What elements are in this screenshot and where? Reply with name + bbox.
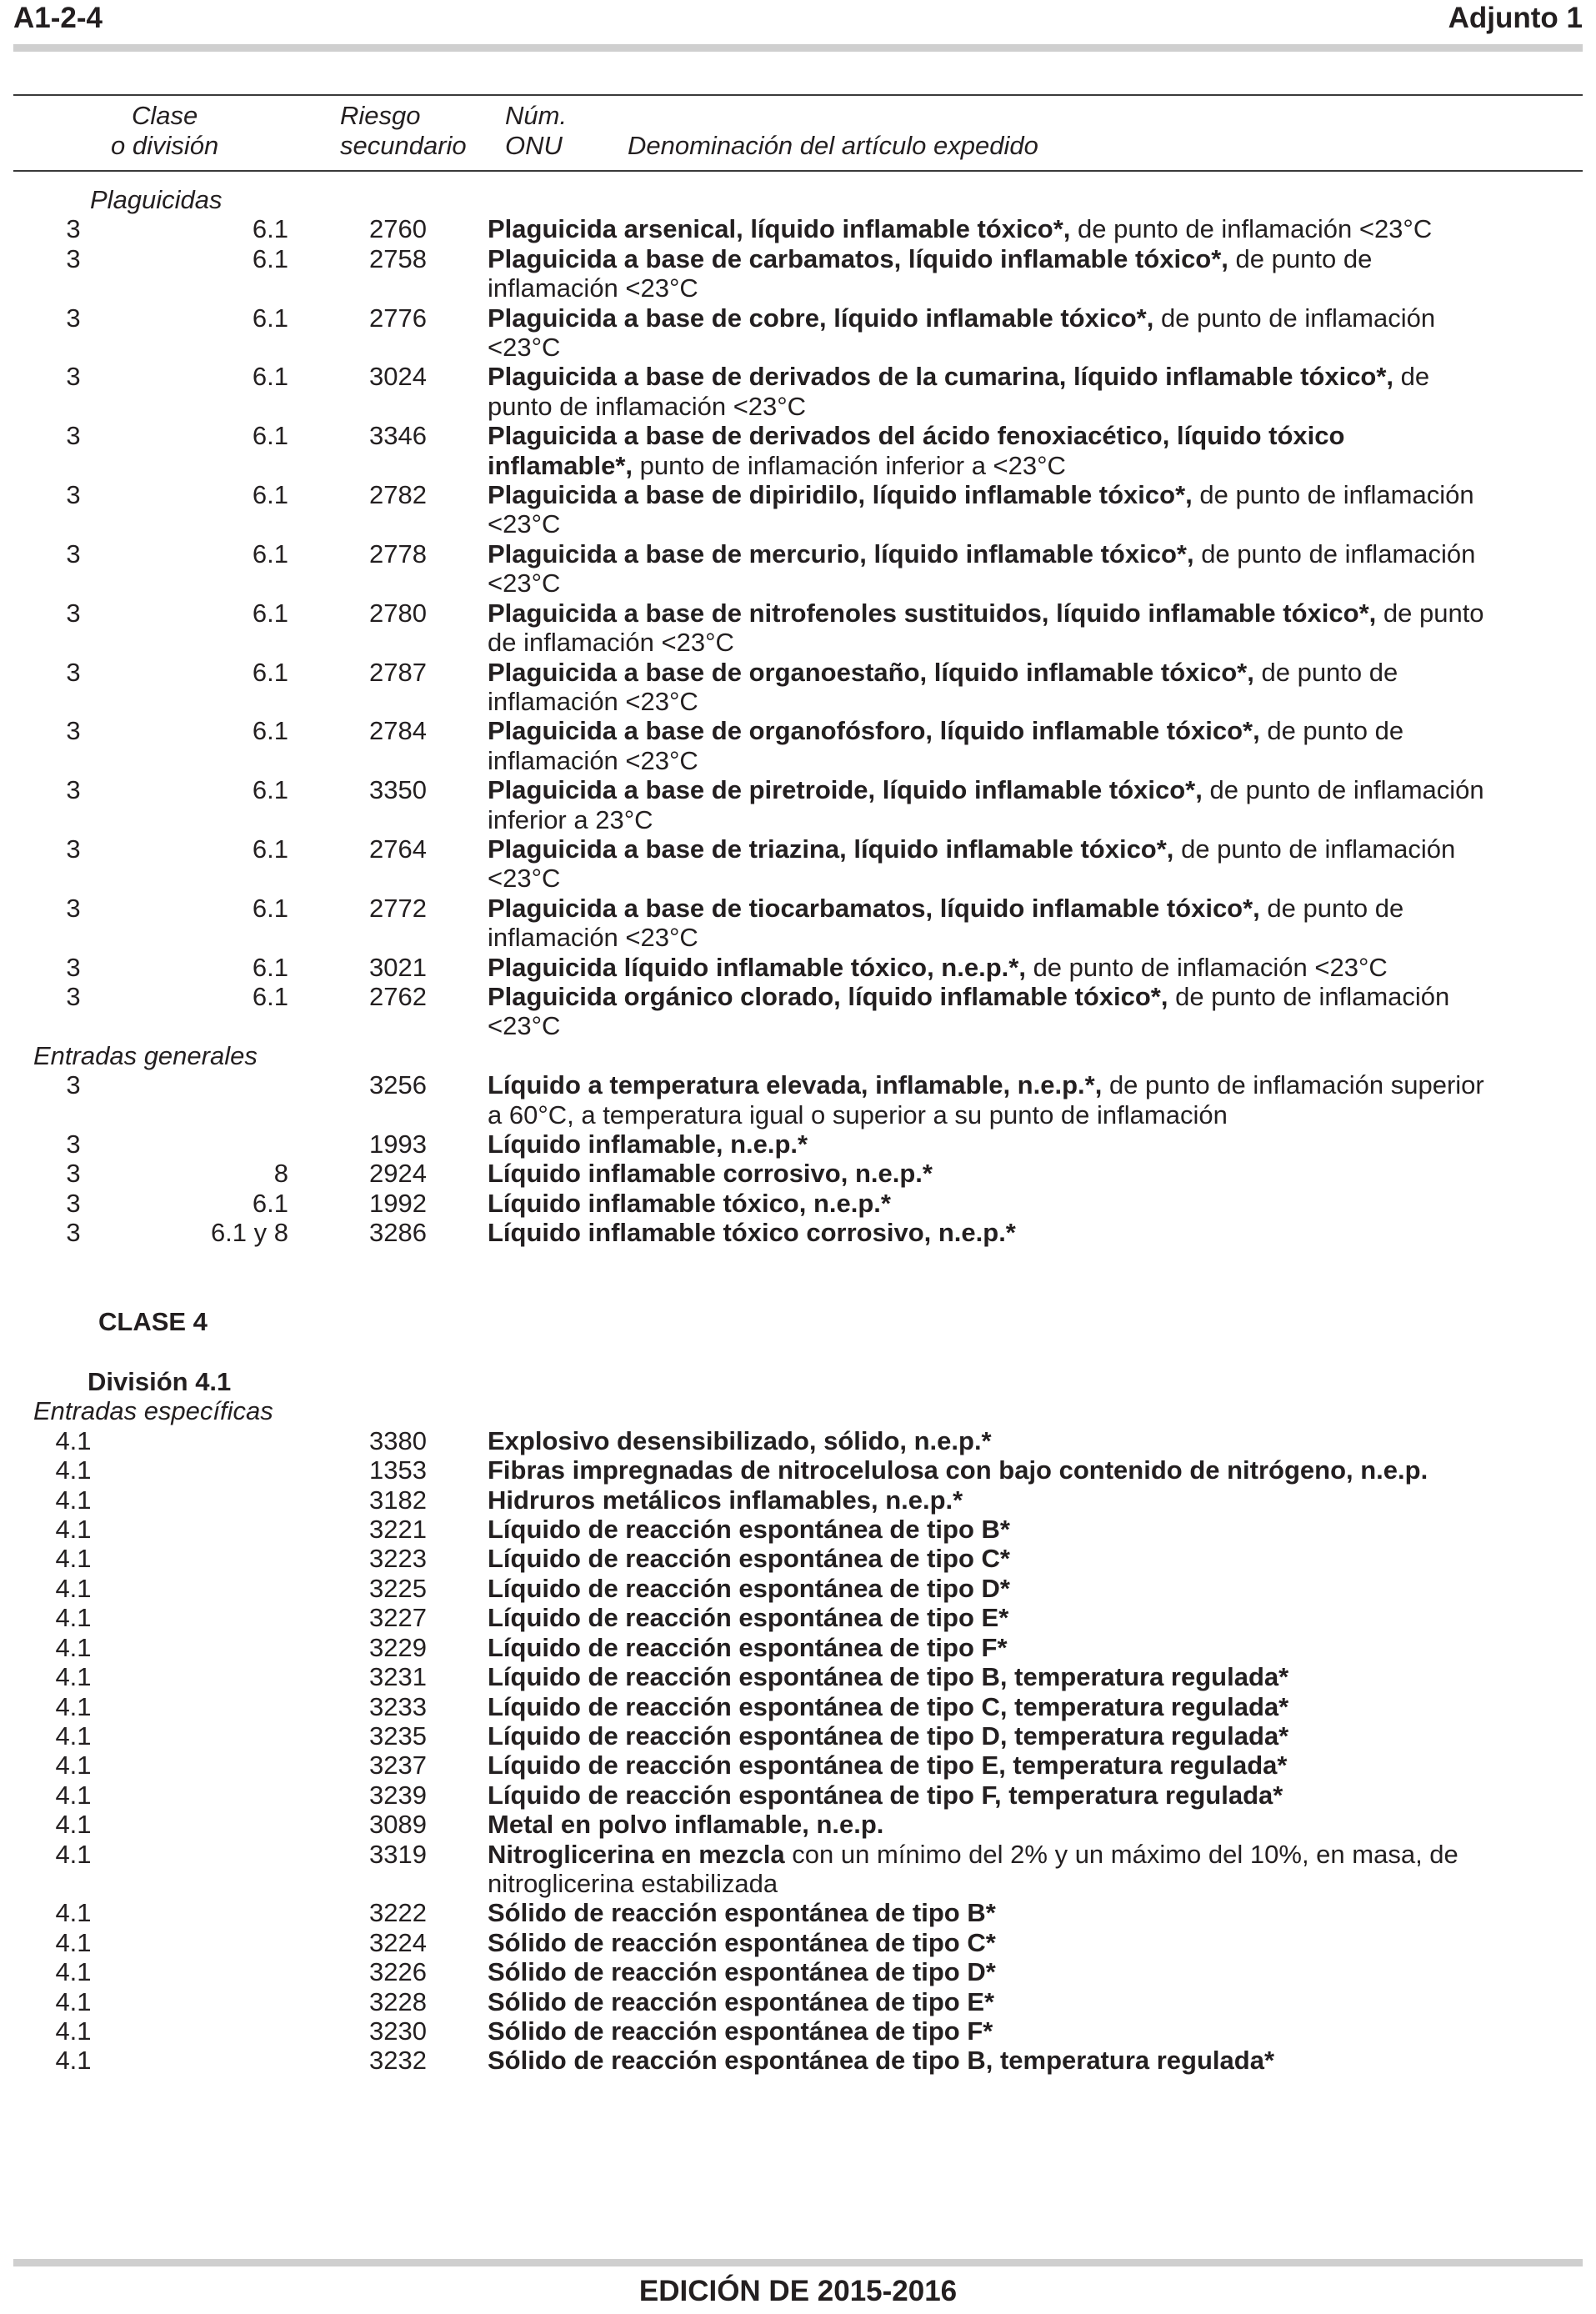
name-bold: Plaguicida a base de derivados del ácido fenoxiacético, líquido tóxico inflamable*, bbox=[488, 421, 1345, 480]
table-row bbox=[0, 1898, 1596, 1927]
cell-denominacion bbox=[488, 1810, 1496, 1839]
name-detail: de punto de inflamación superior a 60°C, a temperatura igual o superior a su punto de inflamación bbox=[488, 1070, 1484, 1129]
name-bold: Explosivo desensibilizado, sólido, n.e.p.* bbox=[488, 1425, 992, 1455]
cell-riesgo: 6.1 bbox=[252, 952, 288, 982]
cell-denominacion bbox=[488, 480, 1496, 539]
name-bold: Plaguicida a base de derivados de la cumarina, líquido inflamable tóxico*, bbox=[488, 362, 1394, 392]
cell-denominacion bbox=[488, 2046, 1496, 2075]
section-plaguicidas: Plaguicidas bbox=[90, 185, 223, 214]
name-detail: de punto de inflamación <23°C bbox=[488, 598, 1484, 658]
name-bold: Líquido de reacción espontánea de tipo B* bbox=[488, 1515, 1010, 1545]
cell-denominacion bbox=[488, 1662, 1496, 1691]
cell-riesgo: 6.1 bbox=[252, 362, 288, 392]
table-row bbox=[0, 1692, 1596, 1721]
name-detail: de punto de inflamación <23°C bbox=[1078, 214, 1433, 244]
col-denominacion: Denominación del artículo expedido bbox=[628, 131, 1038, 160]
cell-onu: 3228 bbox=[369, 1986, 427, 2016]
cell-riesgo: 6.1 bbox=[252, 981, 288, 1011]
table-row bbox=[0, 1781, 1596, 1810]
name-bold: Plaguicida a base de carbamatos, líquido inflamable tóxico*, bbox=[488, 243, 1228, 273]
cell-clase: 4.1 bbox=[55, 1573, 92, 1603]
cell-riesgo: 6.1 bbox=[252, 834, 288, 864]
cell-onu: 3223 bbox=[369, 1544, 427, 1574]
table-top-rule bbox=[13, 94, 1583, 96]
name-bold: Líquido inflamable tóxico, n.e.p.* bbox=[488, 1188, 891, 1218]
cell-denominacion bbox=[488, 1189, 1496, 1218]
cell-denominacion bbox=[488, 303, 1496, 363]
cell-denominacion bbox=[488, 1603, 1496, 1632]
cell-clase: 3 bbox=[66, 1129, 81, 1159]
cell-clase: 3 bbox=[66, 243, 81, 273]
table-row bbox=[0, 1603, 1596, 1632]
name-bold: Plaguicida a base de triazina, líquido inflamable tóxico*, bbox=[488, 834, 1174, 864]
cell-riesgo: 6.1 bbox=[252, 480, 288, 510]
table-row bbox=[0, 539, 1596, 599]
page-id: A1-2-4 bbox=[13, 2, 103, 34]
table-row bbox=[0, 716, 1596, 775]
name-bold: Líquido de reacción espontánea de tipo F* bbox=[488, 1632, 1008, 1662]
name-detail: de punto de inflamación <23°C bbox=[488, 243, 1373, 303]
cell-clase: 4.1 bbox=[55, 1662, 92, 1692]
cell-clase: 4.1 bbox=[55, 1603, 92, 1633]
cell-denominacion bbox=[488, 214, 1496, 243]
cell-riesgo: 6.1 bbox=[252, 1188, 288, 1218]
cell-riesgo: 6.1 bbox=[252, 598, 288, 628]
name-bold: Líquido inflamable corrosivo, n.e.p.* bbox=[488, 1159, 933, 1189]
name-detail: de punto de inflamación <23°C bbox=[488, 362, 1430, 421]
cell-clase: 4.1 bbox=[55, 2016, 92, 2046]
cell-clase: 4.1 bbox=[55, 2046, 92, 2076]
name-bold: Líquido inflamable tóxico corrosivo, n.e.p.* bbox=[488, 1218, 1016, 1248]
cell-denominacion bbox=[488, 953, 1496, 982]
table-row bbox=[0, 599, 1596, 658]
name-detail: de punto de inflamación <23°C bbox=[488, 834, 1456, 894]
cell-onu: 3222 bbox=[369, 1898, 427, 1928]
table-row bbox=[0, 214, 1596, 243]
header-rule bbox=[13, 44, 1583, 52]
footer-rule bbox=[13, 2259, 1583, 2266]
cell-clase: 4.1 bbox=[55, 1544, 92, 1574]
name-bold: Líquido de reacción espontánea de tipo E, temperatura regulada* bbox=[488, 1751, 1288, 1781]
cell-clase: 3 bbox=[66, 480, 81, 510]
table-row bbox=[0, 244, 1596, 303]
cell-clase: 4.1 bbox=[55, 1986, 92, 2016]
cell-clase: 3 bbox=[66, 952, 81, 982]
table-row bbox=[0, 775, 1596, 834]
cell-denominacion bbox=[488, 1485, 1496, 1515]
section-entradas-generales: Entradas generales bbox=[33, 1040, 258, 1070]
table-row bbox=[0, 421, 1596, 480]
table-row bbox=[0, 1515, 1596, 1544]
name-bold: Fibras impregnadas de nitrocelulosa con bajo contenido de nitrógeno, n.e.p. bbox=[488, 1455, 1428, 1485]
cell-clase: 4.1 bbox=[55, 1455, 92, 1485]
cell-clase: 3 bbox=[66, 598, 81, 628]
name-bold: Líquido de reacción espontánea de tipo B, temperatura regulada* bbox=[488, 1662, 1289, 1692]
cell-onu: 3237 bbox=[369, 1751, 427, 1781]
name-bold: Sólido de reacción espontánea de tipo D* bbox=[488, 1957, 996, 1987]
cell-clase: 4.1 bbox=[55, 1691, 92, 1721]
group-entradas-especificas bbox=[0, 1426, 1596, 2076]
cell-onu: 3350 bbox=[369, 775, 427, 805]
cell-denominacion bbox=[488, 1633, 1496, 1662]
table-row bbox=[0, 953, 1596, 982]
table-row bbox=[0, 1485, 1596, 1515]
cell-denominacion bbox=[488, 1898, 1496, 1927]
col-clase-line2: o división bbox=[111, 131, 219, 160]
cell-denominacion bbox=[488, 1957, 1496, 1986]
table-row bbox=[0, 1544, 1596, 1573]
cell-onu: 3226 bbox=[369, 1957, 427, 1987]
name-bold: Sólido de reacción espontánea de tipo B, temperatura regulada* bbox=[488, 2046, 1275, 2076]
col-clase-line1: Clase bbox=[132, 101, 198, 130]
table-row bbox=[0, 2016, 1596, 2046]
table-row bbox=[0, 1218, 1596, 1247]
cell-onu: 3182 bbox=[369, 1485, 427, 1515]
cell-onu: 1353 bbox=[369, 1455, 427, 1485]
cell-clase: 4.1 bbox=[55, 1751, 92, 1781]
cell-riesgo: 6.1 bbox=[252, 893, 288, 923]
table-row bbox=[0, 480, 1596, 539]
cell-denominacion bbox=[488, 421, 1496, 480]
cell-riesgo: 6.1 bbox=[252, 303, 288, 333]
name-bold: Plaguicida a base de organofósforo, líquido inflamable tóxico*, bbox=[488, 716, 1260, 746]
table-row bbox=[0, 1987, 1596, 2016]
name-bold: Metal en polvo inflamable, n.e.p. bbox=[488, 1810, 884, 1840]
cell-onu: 2780 bbox=[369, 598, 427, 628]
cell-onu: 3229 bbox=[369, 1632, 427, 1662]
table-row bbox=[0, 1721, 1596, 1751]
cell-denominacion bbox=[488, 775, 1496, 834]
cell-denominacion bbox=[488, 1987, 1496, 2016]
cell-clase: 3 bbox=[66, 657, 81, 687]
table-row bbox=[0, 894, 1596, 953]
cell-riesgo: 6.1 bbox=[252, 716, 288, 746]
name-detail: punto de inflamación inferior a <23°C bbox=[639, 450, 1066, 480]
name-bold: Nitroglicerina en mezcla bbox=[488, 1839, 785, 1869]
cell-denominacion bbox=[488, 1129, 1496, 1159]
cell-clase: 3 bbox=[66, 538, 81, 568]
name-detail: de punto de inflamación inferior a 23°C bbox=[488, 775, 1484, 834]
cell-onu: 3089 bbox=[369, 1810, 427, 1840]
cell-clase: 3 bbox=[66, 1070, 81, 1100]
cell-riesgo: 6.1 bbox=[252, 243, 288, 273]
cell-clase: 3 bbox=[66, 775, 81, 805]
cell-clase: 3 bbox=[66, 893, 81, 923]
cell-denominacion bbox=[488, 244, 1496, 303]
cell-denominacion bbox=[488, 1070, 1496, 1129]
name-bold: Sólido de reacción espontánea de tipo E* bbox=[488, 1986, 995, 2016]
name-bold: Líquido a temperatura elevada, inflamable, n.e.p.*, bbox=[488, 1070, 1103, 1100]
cell-denominacion bbox=[488, 1515, 1496, 1544]
cell-onu: 3224 bbox=[369, 1927, 427, 1957]
name-bold: Plaguicida a base de nitrofenoles sustituidos, líquido inflamable tóxico*, bbox=[488, 598, 1377, 628]
table-row bbox=[0, 1633, 1596, 1662]
name-bold: Plaguicida líquido inflamable tóxico, n.e.p.*, bbox=[488, 952, 1026, 982]
cell-denominacion bbox=[488, 1781, 1496, 1810]
col-onu-line2: ONU bbox=[505, 131, 563, 160]
cell-onu: 3232 bbox=[369, 2046, 427, 2076]
table-row bbox=[0, 1070, 1596, 1129]
cell-denominacion bbox=[488, 1159, 1496, 1188]
cell-denominacion bbox=[488, 982, 1496, 1041]
cell-riesgo: 6.1 y 8 bbox=[210, 1218, 288, 1248]
cell-onu: 3230 bbox=[369, 2016, 427, 2046]
name-bold: Líquido de reacción espontánea de tipo F, temperatura regulada* bbox=[488, 1780, 1283, 1810]
cell-onu: 2784 bbox=[369, 716, 427, 746]
name-bold: Sólido de reacción espontánea de tipo F* bbox=[488, 2016, 993, 2046]
col-onu-line1: Núm. bbox=[505, 101, 568, 130]
cell-clase: 4.1 bbox=[55, 1927, 92, 1957]
cell-clase: 4.1 bbox=[55, 1425, 92, 1455]
table-row bbox=[0, 362, 1596, 421]
cell-clase: 4.1 bbox=[55, 1515, 92, 1545]
name-bold: Líquido de reacción espontánea de tipo D* bbox=[488, 1573, 1010, 1603]
table-row bbox=[0, 1455, 1596, 1485]
name-bold: Sólido de reacción espontánea de tipo B* bbox=[488, 1898, 996, 1928]
table-row bbox=[0, 1840, 1596, 1899]
cell-denominacion bbox=[488, 1455, 1496, 1485]
cell-onu: 3221 bbox=[369, 1515, 427, 1545]
name-detail: de punto de inflamación <23°C bbox=[488, 538, 1476, 599]
cell-denominacion bbox=[488, 599, 1496, 658]
cell-denominacion bbox=[488, 834, 1496, 894]
name-detail: de punto de inflamación <23°C bbox=[488, 716, 1404, 775]
cell-clase: 3 bbox=[66, 1218, 81, 1248]
clase-4-heading: CLASE 4 bbox=[98, 1306, 208, 1336]
cell-onu: 2787 bbox=[369, 657, 427, 687]
name-bold: Hidruros metálicos inflamables, n.e.p.* bbox=[488, 1485, 963, 1515]
cell-clase: 4.1 bbox=[55, 1810, 92, 1840]
cell-onu: 3286 bbox=[369, 1218, 427, 1248]
cell-clase: 3 bbox=[66, 1188, 81, 1218]
name-bold: Plaguicida a base de tiocarbamatos, líquido inflamable tóxico*, bbox=[488, 893, 1260, 923]
cell-denominacion bbox=[488, 716, 1496, 775]
cell-onu: 3227 bbox=[369, 1603, 427, 1633]
name-bold: Plaguicida a base de dipiridilo, líquido inflamable tóxico*, bbox=[488, 480, 1193, 510]
table-row bbox=[0, 1426, 1596, 1455]
cell-denominacion bbox=[488, 362, 1496, 421]
cell-riesgo: 6.1 bbox=[252, 214, 288, 244]
name-bold: Líquido de reacción espontánea de tipo C, temperatura regulada* bbox=[488, 1691, 1289, 1721]
cell-denominacion bbox=[488, 539, 1496, 599]
cell-denominacion bbox=[488, 1751, 1496, 1780]
cell-denominacion bbox=[488, 1218, 1496, 1247]
table-row bbox=[0, 2046, 1596, 2075]
name-detail: de punto de inflamación <23°C bbox=[488, 480, 1474, 539]
cell-clase: 3 bbox=[66, 716, 81, 746]
cell-onu: 2778 bbox=[369, 538, 427, 568]
cell-clase: 4.1 bbox=[55, 1839, 92, 1869]
name-bold: Plaguicida a base de mercurio, líquido inflamable tóxico*, bbox=[488, 538, 1194, 568]
cell-onu: 3021 bbox=[369, 952, 427, 982]
name-detail: de punto de inflamación <23°C bbox=[488, 303, 1436, 363]
section-entradas-especificas: Entradas específicas bbox=[33, 1396, 273, 1426]
cell-denominacion bbox=[488, 894, 1496, 953]
name-detail: de punto de inflamación <23°C bbox=[488, 893, 1404, 953]
cell-onu: 2762 bbox=[369, 981, 427, 1011]
name-bold: Líquido de reacción espontánea de tipo C* bbox=[488, 1544, 1010, 1574]
cell-onu: 3225 bbox=[369, 1573, 427, 1603]
cell-onu: 3024 bbox=[369, 362, 427, 392]
cell-onu: 3231 bbox=[369, 1662, 427, 1692]
cell-denominacion bbox=[488, 1544, 1496, 1573]
name-detail: de punto de inflamación <23°C bbox=[488, 657, 1398, 716]
name-detail: de punto de inflamación <23°C bbox=[488, 981, 1450, 1041]
cell-clase: 3 bbox=[66, 214, 81, 244]
cell-riesgo: 6.1 bbox=[252, 775, 288, 805]
cell-clase: 4.1 bbox=[55, 1632, 92, 1662]
table-row bbox=[0, 1928, 1596, 1957]
name-detail: con un mínimo del 2% y un máximo del 10%, en masa, de nitroglicerina estabilizada bbox=[488, 1839, 1458, 1898]
name-bold: Plaguicida orgánico clorado, líquido inflamable tóxico*, bbox=[488, 981, 1168, 1011]
table-header-rule bbox=[13, 170, 1583, 172]
group-entradas-generales bbox=[0, 1070, 1596, 1247]
name-bold: Líquido de reacción espontánea de tipo D, temperatura regulada* bbox=[488, 1720, 1289, 1751]
dangerous-goods-table bbox=[0, 185, 1596, 2076]
cell-onu: 2764 bbox=[369, 834, 427, 864]
cell-clase: 3 bbox=[66, 1159, 81, 1189]
cell-clase: 3 bbox=[66, 362, 81, 392]
group-plaguicidas bbox=[0, 214, 1596, 1040]
cell-onu: 2776 bbox=[369, 303, 427, 333]
cell-onu: 3239 bbox=[369, 1780, 427, 1810]
cell-onu: 2758 bbox=[369, 243, 427, 273]
cell-clase: 4.1 bbox=[55, 1720, 92, 1751]
table-row bbox=[0, 1810, 1596, 1839]
col-riesgo-line2: secundario bbox=[340, 131, 467, 160]
edition-footer: EDICIÓN DE 2015-2016 bbox=[638, 2275, 958, 2307]
table-row bbox=[0, 982, 1596, 1041]
name-bold: Plaguicida a base de organoestaño, líquido inflamable tóxico*, bbox=[488, 657, 1254, 687]
cell-onu: 1992 bbox=[369, 1188, 427, 1218]
name-bold: Líquido inflamable, n.e.p.* bbox=[488, 1129, 808, 1159]
cell-clase: 3 bbox=[66, 981, 81, 1011]
division-4-1-heading: División 4.1 bbox=[88, 1367, 232, 1397]
cell-onu: 1993 bbox=[369, 1129, 427, 1159]
cell-onu: 2782 bbox=[369, 480, 427, 510]
cell-onu: 3319 bbox=[369, 1839, 427, 1869]
table-row bbox=[0, 1159, 1596, 1188]
cell-clase: 3 bbox=[66, 303, 81, 333]
cell-clase: 4.1 bbox=[55, 1485, 92, 1515]
table-row bbox=[0, 1662, 1596, 1691]
cell-clase: 4.1 bbox=[55, 1957, 92, 1987]
name-bold: Plaguicida arsenical, líquido inflamable tóxico*, bbox=[488, 214, 1071, 244]
cell-riesgo: 6.1 bbox=[252, 538, 288, 568]
table-row bbox=[0, 658, 1596, 717]
col-riesgo-line1: Riesgo bbox=[340, 101, 421, 130]
cell-onu: 3380 bbox=[369, 1425, 427, 1455]
cell-denominacion bbox=[488, 1574, 1496, 1603]
cell-denominacion bbox=[488, 1426, 1496, 1455]
cell-denominacion bbox=[488, 1721, 1496, 1751]
table-row bbox=[0, 1189, 1596, 1218]
cell-onu: 2924 bbox=[369, 1159, 427, 1189]
cell-denominacion bbox=[488, 1840, 1496, 1899]
name-bold: Plaguicida a base de cobre, líquido inflamable tóxico*, bbox=[488, 303, 1154, 333]
cell-clase: 4.1 bbox=[55, 1780, 92, 1810]
name-bold: Plaguicida a base de piretroide, líquido inflamable tóxico*, bbox=[488, 775, 1203, 805]
appendix-label: Adjunto 1 bbox=[1448, 2, 1583, 34]
table-row bbox=[0, 303, 1596, 363]
cell-onu: 3346 bbox=[369, 421, 427, 451]
table-row bbox=[0, 1129, 1596, 1159]
table-row bbox=[0, 834, 1596, 894]
name-bold: Líquido de reacción espontánea de tipo E* bbox=[488, 1603, 1009, 1633]
cell-onu: 3233 bbox=[369, 1691, 427, 1721]
table-row bbox=[0, 1957, 1596, 1986]
cell-riesgo: 6.1 bbox=[252, 657, 288, 687]
cell-riesgo: 8 bbox=[273, 1159, 288, 1189]
cell-onu: 3235 bbox=[369, 1720, 427, 1751]
cell-denominacion bbox=[488, 1928, 1496, 1957]
cell-clase: 3 bbox=[66, 421, 81, 451]
table-row bbox=[0, 1574, 1596, 1603]
cell-riesgo: 6.1 bbox=[252, 421, 288, 451]
name-detail: de punto de inflamación <23°C bbox=[1033, 952, 1388, 982]
cell-onu: 3256 bbox=[369, 1070, 427, 1100]
cell-denominacion bbox=[488, 1692, 1496, 1721]
cell-onu: 2760 bbox=[369, 214, 427, 244]
table-row bbox=[0, 1751, 1596, 1780]
cell-clase: 4.1 bbox=[55, 1898, 92, 1928]
cell-onu: 2772 bbox=[369, 893, 427, 923]
name-bold: Sólido de reacción espontánea de tipo C* bbox=[488, 1927, 996, 1957]
cell-clase: 3 bbox=[66, 834, 81, 864]
cell-denominacion bbox=[488, 2016, 1496, 2046]
cell-denominacion bbox=[488, 658, 1496, 717]
